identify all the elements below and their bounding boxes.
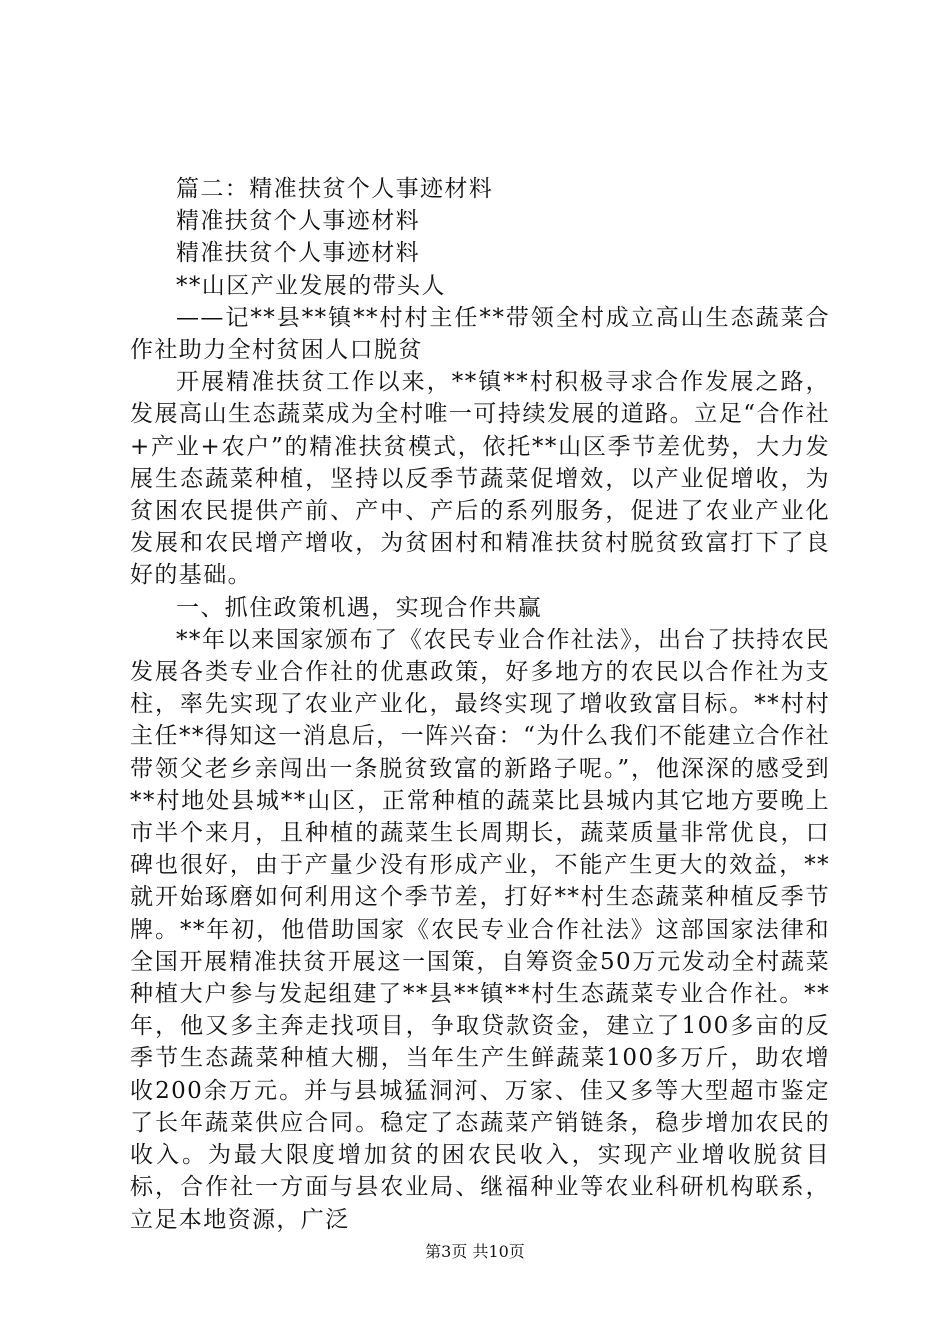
leader-title: **山区产业发展的带头人: [176, 272, 446, 299]
intro-paragraph: 开展精准扶贫工作以来，**镇**村积极寻求合作发展之路，发展高山生态蔬菜成为全村唯一可持续发展的道路。立足“合作社+产业+农户”的精准扶贫模式，依托**山区季节差优势，大力发展生态蔬菜种植，坚持以反季节蔬菜促增效，以产业促增收，为贫困农民提供产前、产中、产后的系列服务，促进了农业产业化发展和农民增产增收，为贫困村和精准扶贫村脱贫致富打下了良好的基础。: [130, 369, 830, 589]
subtitle-paragraph: ——记**县**镇**村村主任**带领全村成立高山生态蔬菜合作社助力全村贫困人口脱贫: [130, 304, 830, 364]
section-heading: 一、抓住政策机遇，实现合作共赢: [176, 594, 542, 621]
material-title-repeat: 精准扶贫个人事迹材料: [176, 240, 420, 267]
document-body: [130, 173, 830, 1236]
body-paragraph: **年以来国家颁布了《农民专业合作社法》，出台了扶持农民发展各类专业合作社的优惠政策，好多地方的农民以合作社为支柱，率先实现了农业产业化，最终实现了增收致富目标。**村村主任**得知这一消息后，一阵兴奋：“为什么我们不能建立合作社带领父老乡亲闯出一条脱贫致富的新路子呢。”，他深深的感受到**村地处县城**山区，正常种植的蔬菜比县城内其它地方要晚上市半个来月，且种植的蔬菜生长周期长，蔬菜质量非常优良，口碑也很好，由于产量少没有形成产业，不能产生更大的效益，**就开始琢磨如何利用这个季节差，打好**村生态蔬菜种植反季节牌。**年初，他借助国家《农民专业合作社法》这部国家法律和全国开展精准扶贫开展这一国策，自筹资金50万元发动全村蔬菜种植大户参与发起组建了**县**镇**村生态蔬菜专业合作社。**年，他又多主奔走找项目，争取贷款资金，建立了100多亩的反季节生态蔬菜种植大棚，当年生产生鲜蔬菜100多万斤，助农增收200余万元。并与县城猛洞河、万家、佳又多等大型超市鉴定了长年蔬菜供应合同。稳定了态蔬菜产销链条，稳步增加农民的收入。为最大限度增加贫的困农民收入，实现产业增收脱贫目标，合作社一方面与县农业局、继福种业等农业科研机构联系，立足本地资源，广泛: [130, 626, 830, 1233]
material-title: 精准扶贫个人事迹材料: [176, 208, 420, 235]
page-footer: 第3页 共10页: [425, 1242, 525, 1261]
article-title: 篇二：精准扶贫个人事迹材料: [176, 176, 494, 202]
